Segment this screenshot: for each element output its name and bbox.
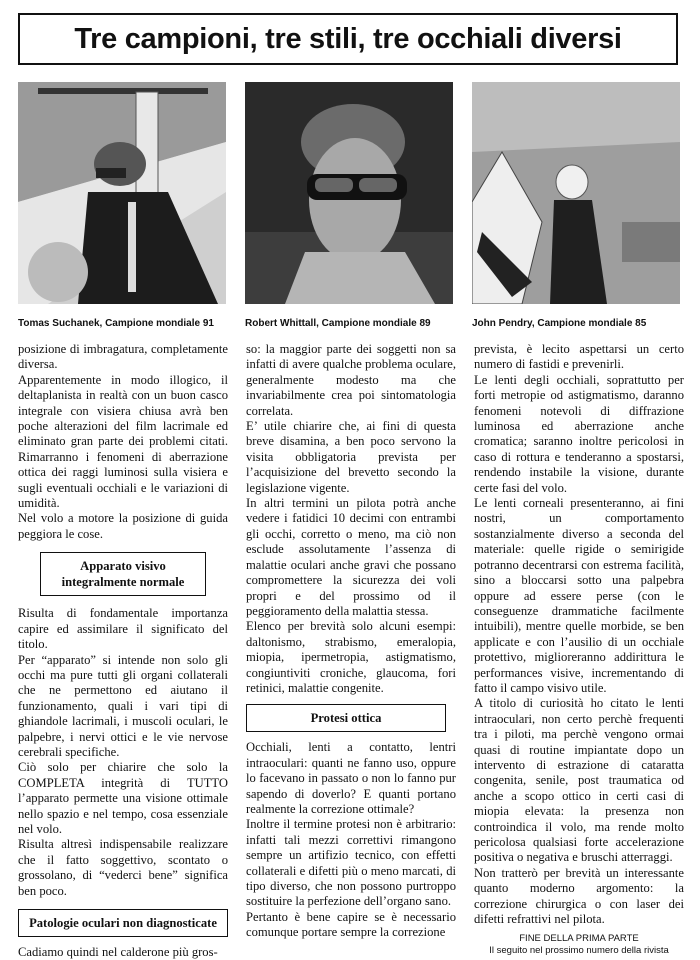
photo-pendry — [472, 82, 680, 304]
photo-caption-1: Tomas Suchanek, Campione mondiale 91 — [18, 318, 214, 329]
end-note-line-1: FINE DELLA PRIMA PARTE — [519, 933, 639, 945]
paragraph: E’ utile chiarire che, ai fini di questa breve disamina, a ben poco servono la visita obbligatoria prevista per l’acquisizione del brevetto secondo la legislazione vigente. — [246, 419, 456, 495]
end-note-line-2: Il seguito nel prossimo numero della rivista — [489, 945, 669, 957]
paragraph: Le lenti corneali presenteranno, ai fini nostri, un comportamento sostanzialmente diverso a seconda del materiale: quelle rigide o semirigide potranno decentrarsi con estrema facilità, sino a bloccarsi sotto una palpebra oppure ad essere perse (con le conseguenze drammatiche facilmente intuibili), mentre quelle morbide, se ben applicate e con l’ausilio di un occhiale protettivo, miglioreranno addirittura le performances visive, incrementando di fatto il campo visivo utile. — [474, 496, 684, 695]
paragraph: Nel volo a motore la posizione di guida peggiora le cose. — [18, 511, 228, 541]
paragraph: Per “apparato” si intende non solo gli occhi ma pure tutti gli organi collaterali che ne permettono ed aiutano il funzionamento, quali i vari tipi di ghiandole lacrimali, i muscoli oculari, le palpebre, i nervi ottici e le vie nervose cerebrali specifiche. — [18, 652, 228, 759]
paragraph: Apparentemente in modo illogico, il deltaplanista in realtà con un buon casco integrale con visiera chiusa avrà ben poche alterazioni del film lacrimale ed eliminato gran parte dei problemi citati. Rimarranno i fenomeni di aberrazione ottica dei raggi luminosi sulla visiera e sugli eventuali occhiali e le variazioni di umidità. — [18, 372, 228, 511]
photo-caption-2: Robert Whittall, Campione mondiale 89 — [245, 318, 431, 329]
photo-whittall — [245, 82, 453, 304]
paragraph: Cadiamo quindi nel calderone più gros- — [18, 945, 218, 959]
paragraph: Inoltre il termine protesi non è arbitrario: infatti tali mezzi correttivi rimangono sempre un artifizio tecnico, con effetti collaterali e difetti più o meno marcati, di tipo diverso, che non possono purtroppo sostituire la perfezione dell’organo sano. — [246, 817, 456, 909]
paragraph: In altri termini un pilota potrà anche vedere i fatidici 10 decimi con entrambi gli occhi, corretto o meno, ma ciò non esclude assolutamente l’assenza di malattie oculari anche gravi che possano compromettere la sicurezza dei voli propri e del prossimo od il peggioramento della malattia stessa. — [246, 496, 456, 618]
paragraph: Elenco per brevità solo alcuni esempi: daltonismo, strabismo, emeralopia, miopia, ipermetropia, astigmatismo, congiuntiviti croniche, glaucoma, fori retinici, malattie congenite. — [246, 619, 456, 695]
paragraph: Non tratterò per brevità un interessante quanto moderno argomento: la correzione chirurgica o con laser dei difetti refrattivi nel pilota. — [474, 865, 684, 927]
paragraph: Le lenti degli occhiali, soprattutto per forti metropie od astigmatismo, daranno fenomeni notevoli di diffrazione luminosa ed aberrazione anche cromatica; saranno inoltre pericolosi in caso di rottura e tenderanno a spostarsi, rendendo instabile la visione, durante certe fasi del volo. — [474, 372, 684, 495]
paragraph: prevista, è lecito aspettarsi un certo numero di fastidi e prevenirli. — [474, 342, 684, 372]
column-1 — [18, 342, 228, 960]
column-2 — [246, 342, 456, 941]
section-heading-patologie: Patologie oculari non diagnosticate — [18, 909, 228, 937]
photo-caption-3: John Pendry, Campione mondiale 85 — [472, 318, 647, 329]
paragraph: A titolo di curiosità ho citato le lenti intraoculari, non certo perchè frequenti tra i piloti, ma perchè vengono ormai quasi di routine impiantate dopo un intervento di estrazione di cataratta congenita, senile, post traumatica od anche a scopo ottico in certi casi di miopia elevata: la presenza non controindica il volo, ma rende molto pericolosa qualsiasi forte accelerazione positiva o negativa e bruschi atterraggi. — [474, 696, 684, 865]
paragraph: Risulta altresì indispensabile realizzare che il fatto soggettivo, scontato o grossolano, di “vederci bene” significa ben poco. — [18, 837, 228, 898]
column-3 — [474, 342, 684, 957]
end-note — [474, 933, 684, 957]
article-title: Tre campioni, tre stili, tre occhiali diversi — [74, 22, 622, 55]
photo-suchanek — [18, 82, 226, 304]
paragraph: Ciò solo per chiarire che solo la COMPLETA integrità di TUTTO l’apparato permette una visione ottimale nello spazio e nel tempo, cosa essenziale nel volo. — [18, 760, 228, 836]
section-heading-apparato: Apparato visivo integralmente normale — [40, 552, 206, 596]
paragraph: Risulta di fondamentale importanza capire ed assimilare il significato del titolo. — [18, 606, 228, 652]
paragraph: Pertanto è bene capire se è necessario comunque portare sempre la correzione — [246, 909, 456, 940]
section-heading-protesi: Protesi ottica — [246, 704, 446, 732]
paragraph: Occhiali, lenti a contatto, lentri intraoculari: quanti ne fanno uso, oppure lo facevano in passato o non lo fanno pur sapendo di doverlo? E quanti portano realmente la correzione ottimale? — [246, 740, 456, 816]
paragraph: posizione di imbragatura, completamente diversa. — [18, 342, 228, 372]
paragraph: so: la maggior parte dei soggetti non sa infatti di avere qualche problema oculare, generalmente modesto ma che invariabilmente crea poi sintomatologia correlata. — [246, 342, 456, 418]
title-box — [18, 13, 678, 65]
